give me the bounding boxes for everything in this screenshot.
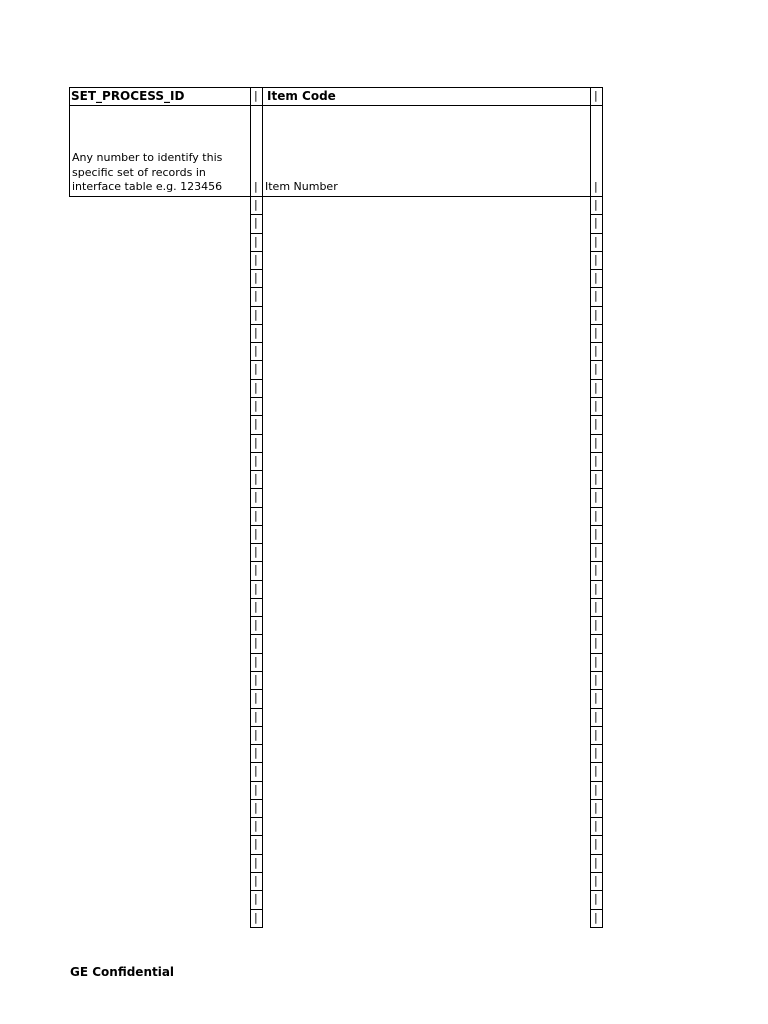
- empty-row-right-mark: |: [594, 271, 598, 285]
- empty-row-left-mark: |: [254, 490, 258, 504]
- empty-row-left-mark: |: [254, 691, 258, 705]
- empty-row-right-mark: |: [594, 800, 598, 814]
- desc-sep-mark: |: [254, 180, 258, 193]
- empty-row-right-mark: |: [594, 435, 598, 449]
- footer-confidential-label: GE Confidential: [70, 965, 175, 979]
- empty-row-left-mark: |: [254, 819, 258, 833]
- empty-row-right-mark: |: [594, 417, 598, 431]
- empty-row-left-mark: |: [254, 855, 258, 869]
- empty-row-right-mark: |: [594, 764, 598, 778]
- empty-row-left-mark: |: [254, 216, 258, 230]
- empty-row-left-mark: |: [254, 417, 258, 431]
- empty-row-left-mark: |: [254, 508, 258, 522]
- empty-row-left-mark: |: [254, 198, 258, 211]
- empty-row-right-mark: |: [594, 234, 598, 248]
- desc-line-2: specific set of records in: [72, 165, 206, 179]
- empty-row-left-mark: |: [254, 526, 258, 540]
- empty-row-left-mark: |: [254, 435, 258, 449]
- empty-row-right-mark: |: [594, 581, 598, 595]
- empty-row-right-mark: |: [594, 453, 598, 467]
- empty-row-left-mark: |: [254, 325, 258, 339]
- desc-line-1: Any number to identify this: [72, 151, 223, 164]
- empty-row-right-mark: |: [594, 508, 598, 522]
- empty-row-left-mark: |: [254, 472, 258, 486]
- empty-row-left-mark: |: [254, 362, 258, 376]
- empty-row-right-mark: |: [594, 490, 598, 504]
- empty-row-right-mark: |: [594, 563, 598, 577]
- empty-row-left-mark: |: [254, 599, 258, 613]
- empty-row-right-mark: |: [594, 636, 598, 650]
- empty-row-right-mark: |: [594, 362, 598, 376]
- empty-row-left-mark: |: [254, 892, 258, 906]
- empty-row-left-mark: |: [254, 380, 258, 394]
- empty-row-right-mark: |: [594, 307, 598, 321]
- empty-row-right-mark: |: [594, 691, 598, 705]
- empty-row-right-mark: |: [594, 618, 598, 632]
- empty-row-left-mark: |: [254, 453, 258, 467]
- empty-row-left-mark: |: [254, 344, 258, 358]
- desc-line-3: interface table e.g. 123456: [72, 180, 223, 193]
- empty-row-left-mark: |: [254, 764, 258, 778]
- empty-row-right-mark: |: [594, 910, 598, 924]
- header-set-process-id: SET_PROCESS_ID: [71, 89, 185, 103]
- empty-row-right-mark: |: [594, 855, 598, 869]
- empty-row-right-mark: |: [594, 289, 598, 303]
- empty-row-right-mark: |: [594, 545, 598, 559]
- empty-row-left-mark: |: [254, 654, 258, 668]
- empty-row-left-mark: |: [254, 709, 258, 723]
- empty-row-left-mark: |: [254, 782, 258, 796]
- header-end-mark: |: [594, 89, 598, 102]
- empty-row-right-mark: |: [594, 746, 598, 760]
- empty-row-right-mark: |: [594, 654, 598, 668]
- desc-item-number: Item Number: [265, 180, 338, 193]
- empty-row-right-mark: |: [594, 837, 598, 851]
- empty-row-left-mark: |: [254, 636, 258, 650]
- empty-row-right-mark: |: [594, 599, 598, 613]
- empty-row-right-mark: |: [594, 673, 598, 687]
- empty-row-right-mark: |: [594, 782, 598, 796]
- empty-row-right-mark: |: [594, 873, 598, 887]
- empty-row-left-mark: |: [254, 837, 258, 851]
- empty-row-left-mark: |: [254, 271, 258, 285]
- empty-row-left-mark: |: [254, 307, 258, 321]
- empty-row-right-mark: |: [594, 727, 598, 741]
- empty-row-left-mark: |: [254, 398, 258, 412]
- empty-row-left-mark: |: [254, 545, 258, 559]
- empty-row-left-mark: |: [254, 727, 258, 741]
- empty-row-right-mark: |: [594, 380, 598, 394]
- empty-row-left-mark: |: [254, 873, 258, 887]
- header-item-code: Item Code: [267, 89, 336, 103]
- header-sep-mark: |: [254, 89, 258, 102]
- empty-row-right-mark: |: [594, 198, 598, 211]
- empty-row-right-mark: |: [594, 216, 598, 230]
- empty-row-left-mark: |: [254, 910, 258, 924]
- empty-row-left-mark: |: [254, 618, 258, 632]
- empty-row-left-mark: |: [254, 800, 258, 814]
- empty-row-right-mark: |: [594, 892, 598, 906]
- empty-row-left-mark: |: [254, 563, 258, 577]
- empty-row-right-mark: |: [594, 398, 598, 412]
- empty-row-right-mark: |: [594, 344, 598, 358]
- empty-row-left-mark: |: [254, 252, 258, 266]
- desc-end-mark: |: [594, 180, 598, 193]
- empty-row-right-mark: |: [594, 526, 598, 540]
- empty-row-right-mark: |: [594, 472, 598, 486]
- empty-row-right-mark: |: [594, 709, 598, 723]
- empty-row-left-mark: |: [254, 289, 258, 303]
- empty-row-right-mark: |: [594, 325, 598, 339]
- empty-row-left-mark: |: [254, 581, 258, 595]
- empty-row-left-mark: |: [254, 234, 258, 248]
- empty-row-left-mark: |: [254, 746, 258, 760]
- empty-row-right-mark: |: [594, 819, 598, 833]
- empty-row-left-mark: |: [254, 673, 258, 687]
- empty-row-right-mark: |: [594, 252, 598, 266]
